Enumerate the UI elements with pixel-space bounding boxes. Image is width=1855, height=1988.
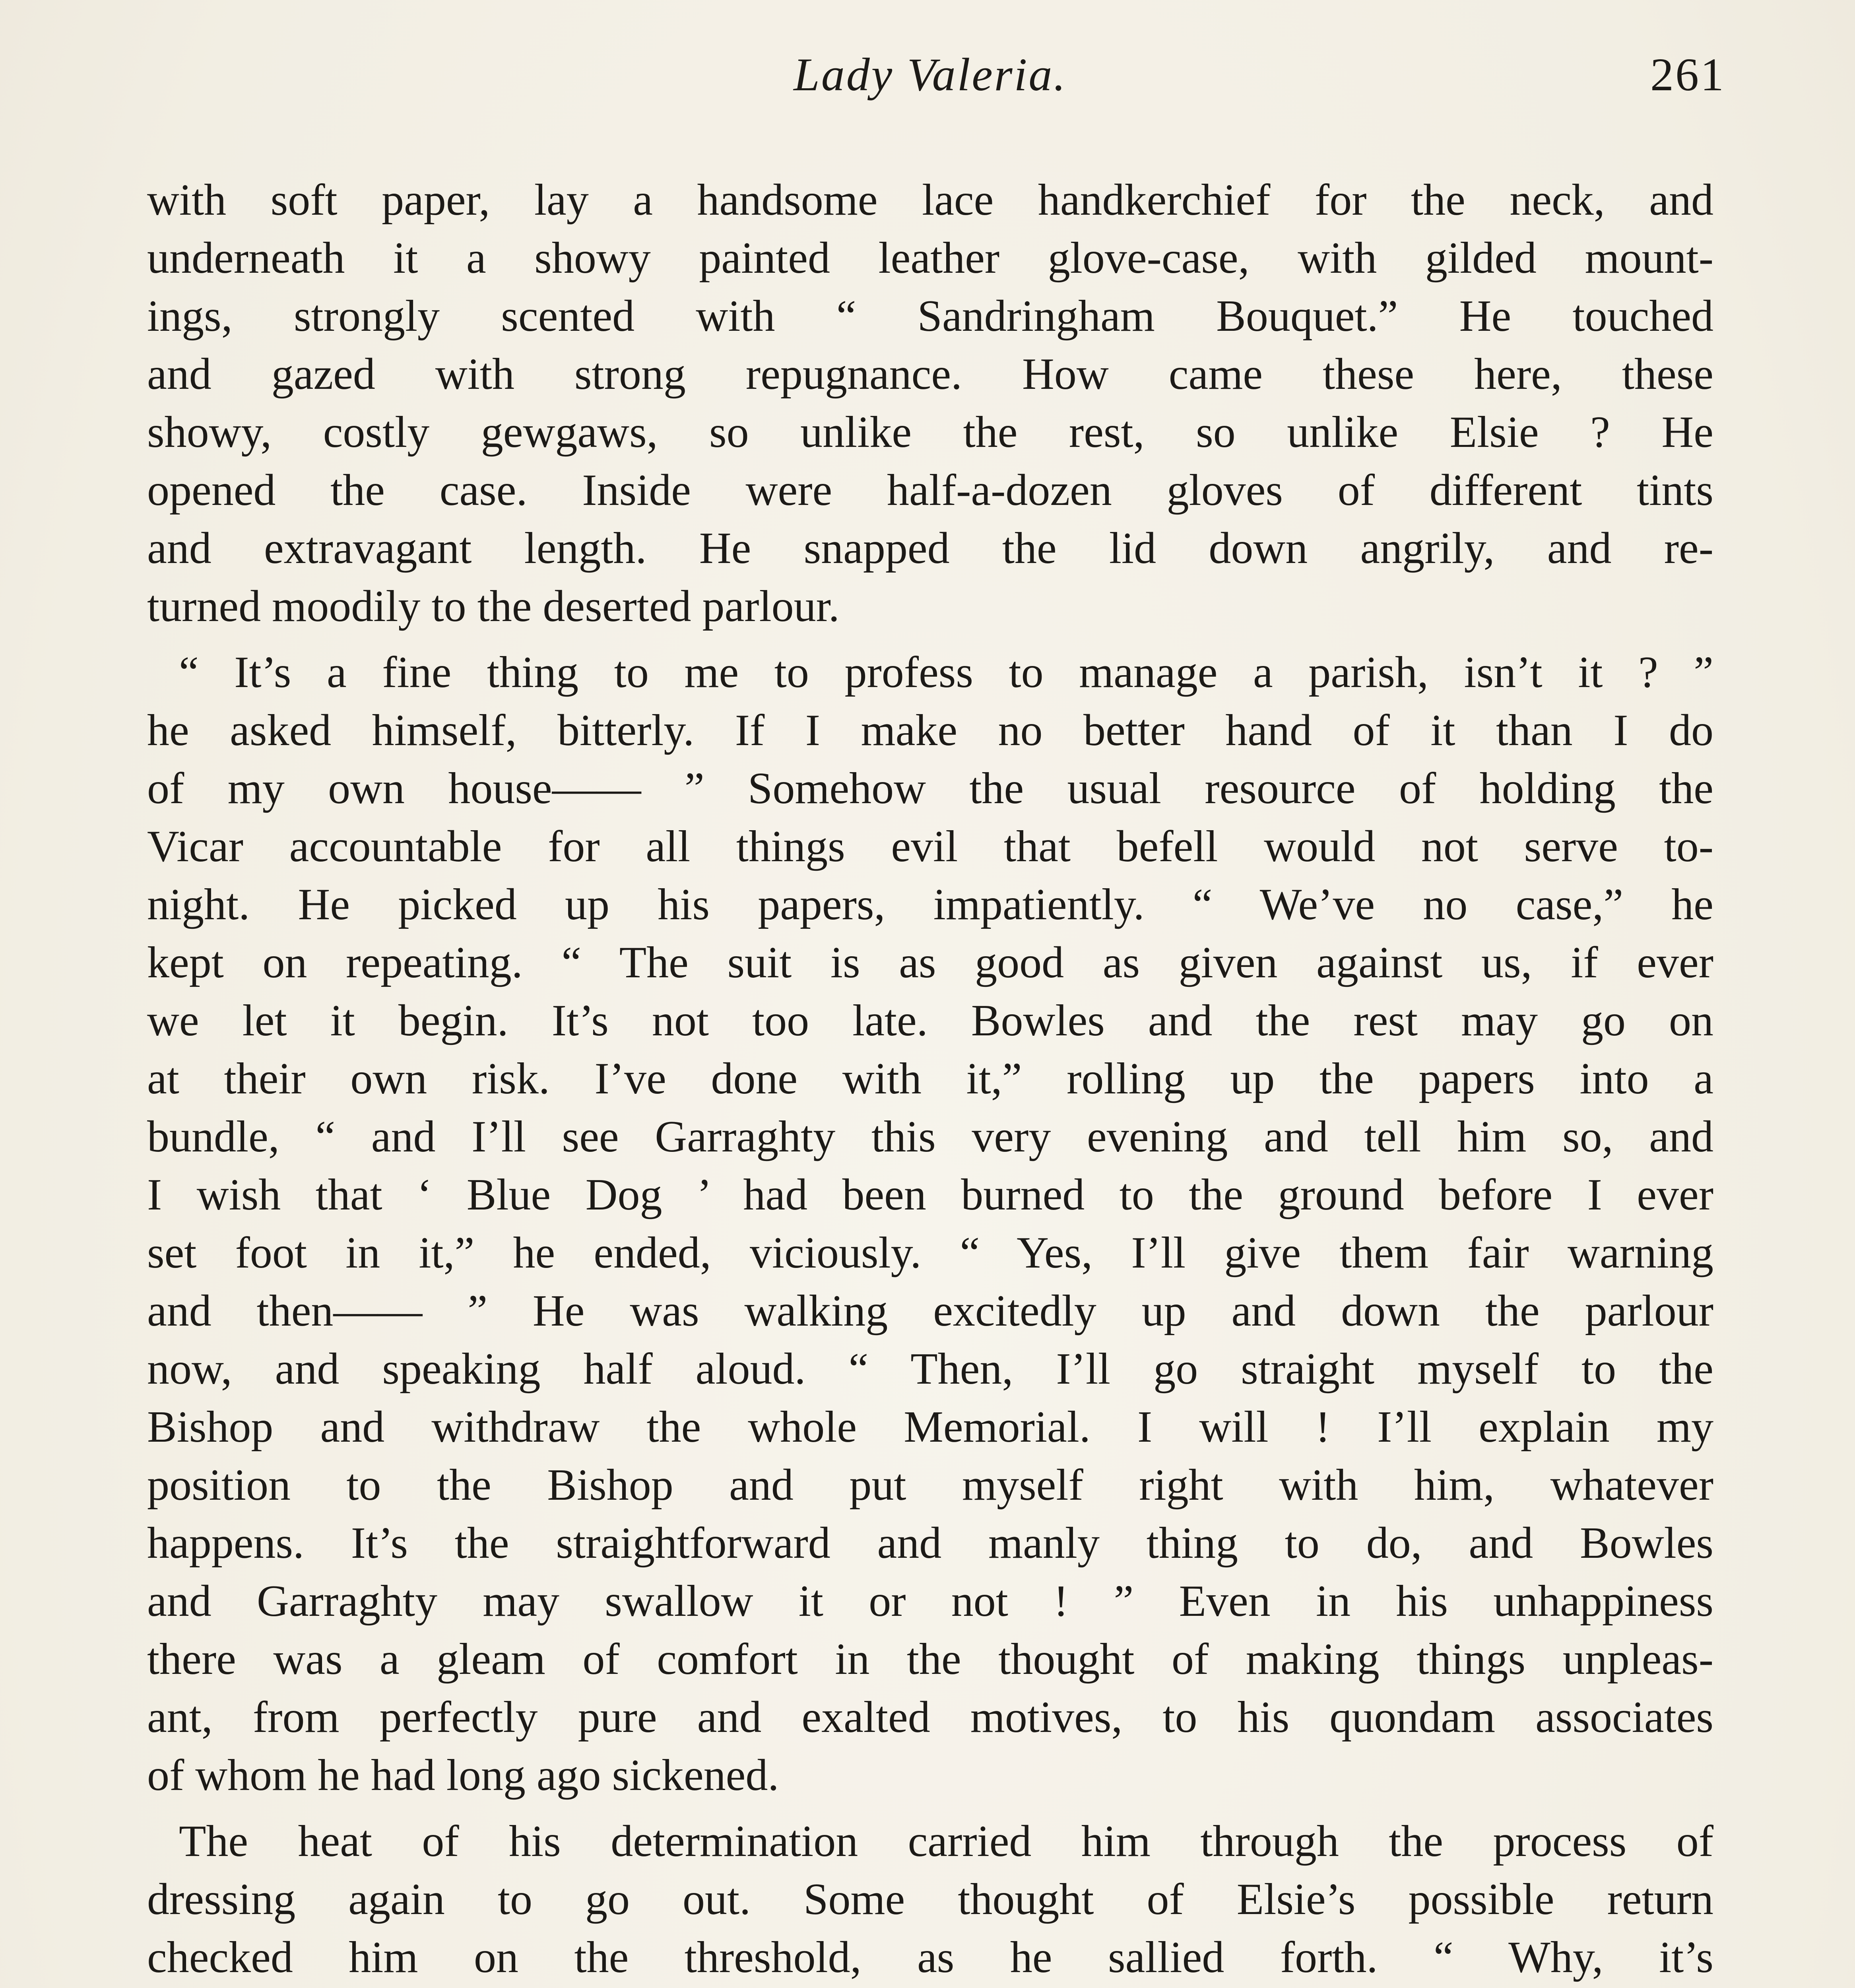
running-title: Lady Valeria. [794, 49, 1067, 101]
text-line: “ It’s a fine thing to me to profess to manage a parish, isn’t it ? ” [179, 648, 1713, 697]
text-line: I wish that ‘ Blue Dog ’ had been burned to the ground before I ever [147, 1170, 1713, 1219]
text-line: underneath it a showy painted leather glove-case, with gilded mount- [147, 233, 1713, 283]
paragraph-gap [147, 1804, 1713, 1812]
text-line: he asked himself, bitterly. If I make no better hand of it than I do [147, 706, 1713, 755]
text-line: and Garraghty may swallow it or not ! ” Even in his unhappiness [147, 1576, 1713, 1626]
text-line: position to the Bishop and put myself right with him, whatever [147, 1460, 1713, 1510]
running-head [147, 48, 1725, 111]
text-line: we let it begin. It’s not too late. Bowles and the rest may go on [147, 996, 1713, 1045]
paragraph [147, 643, 1713, 1804]
text-line: now, and speaking half aloud. “ Then, I’ll go straight myself to the [147, 1344, 1713, 1394]
paragraph [147, 171, 1713, 635]
text-line: Bishop and withdraw the whole Memorial. I will ! I’ll explain my [147, 1402, 1713, 1452]
text-line: ings, strongly scented with “ Sandringham Bouquet.” He touched [147, 291, 1713, 341]
text-line: happens. It’s the straightforward and manly thing to do, and Bowles [147, 1518, 1713, 1568]
paragraph [147, 1812, 1713, 1988]
text-line: and gazed with strong repugnance. How came these here, these [147, 349, 1713, 399]
text-line: The heat of his determination carried him through the process of [179, 1817, 1713, 1866]
text-line: with soft paper, lay a handsome lace handkerchief for the neck, and [147, 175, 1713, 225]
text-line: checked him on the threshold, as he sallied forth. “ Why, it’s [147, 1933, 1713, 1982]
text-line: showy, costly gewgaws, so unlike the rest, so unlike Elsie ? He [147, 408, 1713, 457]
body-text [147, 171, 1713, 1988]
text-line: of my own house—— ” Somehow the usual resource of holding the [147, 764, 1713, 813]
text-line: at their own risk. I’ve done with it,” rolling up the papers into a [147, 1054, 1713, 1103]
text-line: bundle, “ and I’ll see Garraghty this very evening and tell him so, and [147, 1112, 1713, 1161]
text-line: there was a gleam of comfort in the thought of making things unpleas- [147, 1635, 1713, 1684]
text-line: and extravagant length. He snapped the lid down angrily, and re- [147, 524, 1713, 573]
text-line: turned moodily to the deserted parlour. [147, 582, 840, 631]
paragraph-gap [147, 635, 1713, 643]
text-line: and then—— ” He was walking excitedly up and down the parlour [147, 1286, 1713, 1336]
text-line: of whom he had long ago sickened. [147, 1751, 779, 1800]
text-line: dressing again to go out. Some thought of Elsie’s possible return [147, 1875, 1713, 1924]
text-line: opened the case. Inside were half-a-dozen gloves of different tints [147, 466, 1713, 515]
text-line [147, 1986, 1713, 1988]
page-number: 261 [1650, 49, 1725, 101]
text-line: Vicar accountable for all things evil that befell would not serve to- [147, 822, 1713, 871]
text-line: night. He picked up his papers, impatiently. “ We’ve no case,” he [147, 880, 1713, 929]
text-line: ant, from perfectly pure and exalted motives, to his quondam associates [147, 1693, 1713, 1742]
text-line: kept on repeating. “ The suit is as good as given against us, if ever [147, 938, 1713, 987]
text-line: set foot in it,” he ended, viciously. “ Yes, I’ll give them fair warning [147, 1228, 1713, 1277]
